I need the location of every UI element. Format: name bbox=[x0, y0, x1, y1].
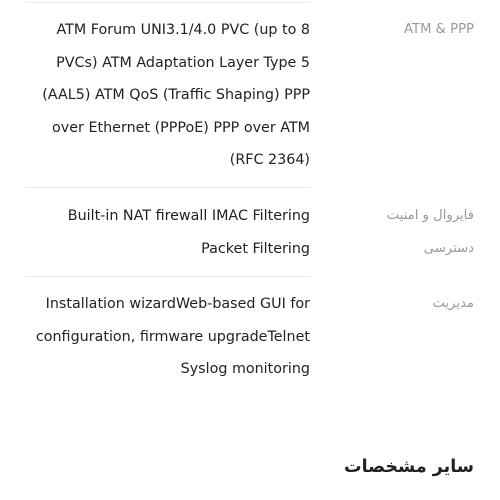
spec-value-line: Syslog monitoring bbox=[180, 361, 310, 377]
spec-value-line: configuration, firmware upgradeTelnet bbox=[35, 328, 310, 345]
spec-value-line: over Ethernet (PPPoE) PPP over ATM bbox=[52, 119, 310, 136]
spec-value-line: ATM Forum UNI3.1/4.0 PVC (up to 8 bbox=[56, 22, 310, 38]
row-divider bbox=[26, 276, 310, 277]
spec-value-line: Built-in NAT firewall IMAC Filtering bbox=[67, 208, 310, 224]
spec-label-line: ATM & PPP bbox=[404, 22, 474, 37]
spec-value-line: (RFC 2364) bbox=[229, 152, 310, 168]
spec-value-line: Packet Filtering bbox=[201, 240, 310, 257]
spec-label-line: دسترسی bbox=[423, 240, 474, 256]
spec-value-line: (AAL5) ATM QoS (Traffic Shaping) PPP bbox=[42, 87, 310, 103]
spec-value-management bbox=[26, 288, 310, 386]
spec-label-management bbox=[334, 288, 474, 321]
top-divider bbox=[26, 2, 310, 3]
spec-value-line: Installation wizardWeb-based GUI for bbox=[45, 296, 310, 312]
spec-label-line: مدیریت bbox=[432, 296, 474, 311]
spec-label-atm-ppp bbox=[334, 14, 474, 47]
spec-value-line: PVCs) ATM Adaptation Layer Type 5 bbox=[56, 54, 310, 71]
spec-value-firewall bbox=[26, 200, 310, 265]
section-title-other-specs: سایر مشخصات bbox=[344, 457, 474, 477]
spec-label-firewall bbox=[334, 200, 474, 265]
spec-value-atm-ppp bbox=[26, 14, 310, 177]
spec-label-line: فایروال و امنیت bbox=[386, 208, 474, 223]
row-divider bbox=[26, 187, 310, 188]
